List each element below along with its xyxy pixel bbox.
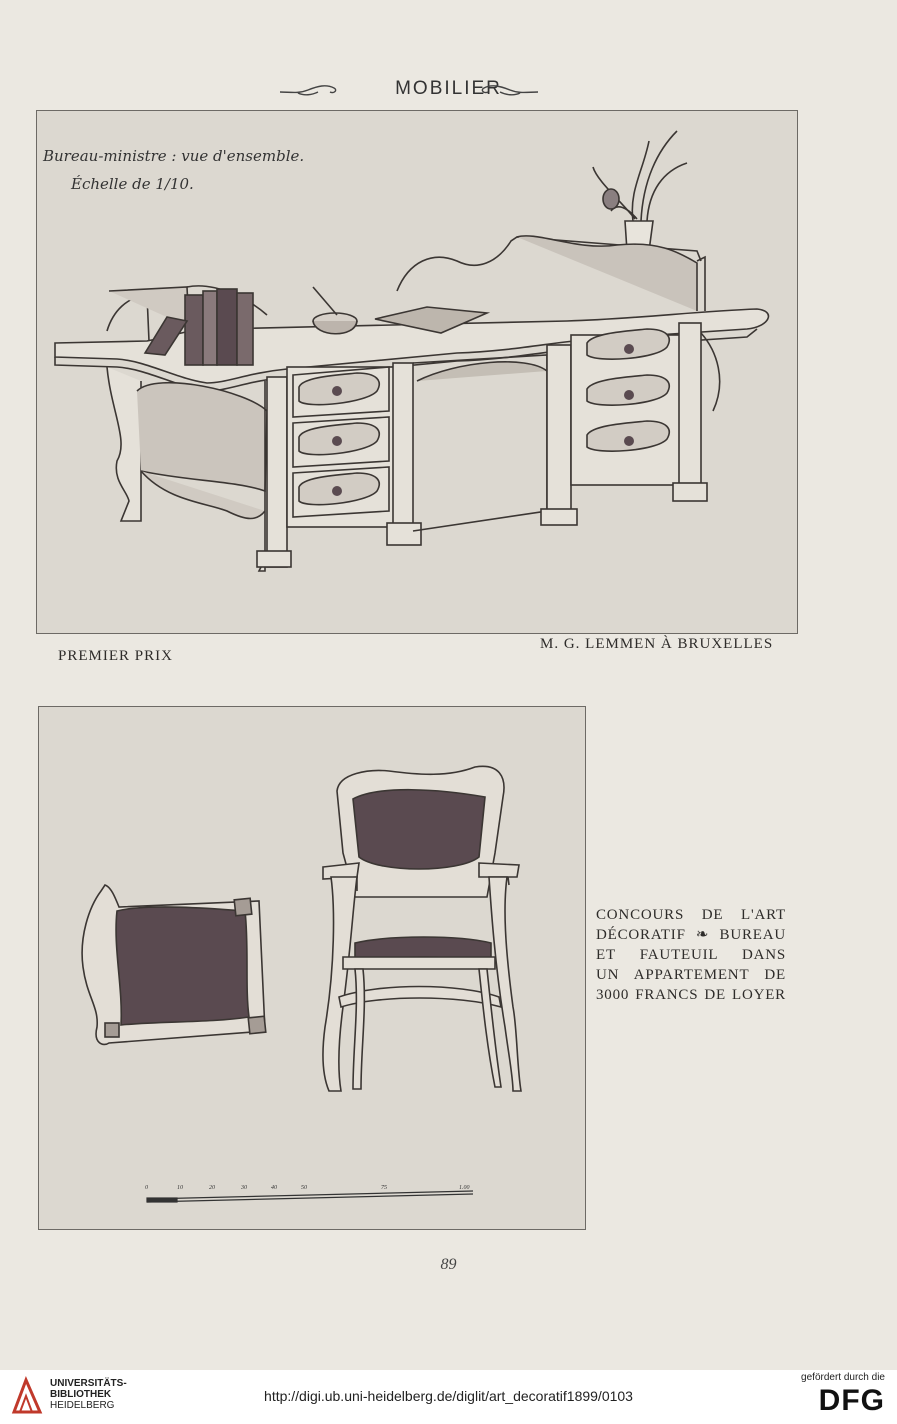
side-caption-line: UN APPARTEMENT DE bbox=[596, 967, 786, 983]
scale-label: 1.00 bbox=[459, 1185, 470, 1191]
right-ornament-icon bbox=[478, 80, 540, 98]
page-number: 89 bbox=[440, 1256, 457, 1273]
footer-bar bbox=[0, 1370, 897, 1424]
header-title: MOBILIER bbox=[395, 78, 502, 99]
side-caption-line: 3000 FRANCS DE LOYER bbox=[596, 987, 786, 1003]
desk-illustration bbox=[37, 111, 797, 633]
caption-left: PREMIER PRIX bbox=[58, 648, 173, 664]
chair-plate bbox=[38, 706, 586, 1230]
scale-label: 40 bbox=[271, 1185, 277, 1191]
running-header bbox=[0, 76, 897, 106]
caption-right: M. G. LEMMEN À BRUXELLES bbox=[540, 636, 774, 652]
side-caption-line: DÉCORATIF ❧ BUREAU bbox=[596, 927, 786, 943]
funding-note: gefördert durch die bbox=[801, 1372, 885, 1383]
side-caption-line: CONCOURS DE L'ART bbox=[596, 907, 786, 923]
library-line: UNIVERSITÄTS- bbox=[50, 1378, 127, 1389]
scale-label: 50 bbox=[301, 1185, 307, 1191]
library-line: BIBLIOTHEK bbox=[50, 1389, 112, 1400]
side-caption-line: ET FAUTEUIL DANS bbox=[596, 947, 786, 963]
scale-label: 10 bbox=[177, 1185, 183, 1191]
scale-bar-labels bbox=[145, 1185, 485, 1197]
scale-label: 75 bbox=[381, 1185, 387, 1191]
source-url-link[interactable]: http://digi.ub.uni-heidelberg.de/diglit/art_decoratif1899/0103 bbox=[264, 1388, 633, 1404]
plate-inscription-title: Bureau-ministre : vue d'ensemble. bbox=[43, 147, 305, 165]
desk-plate bbox=[36, 110, 798, 634]
side-caption bbox=[596, 905, 786, 1005]
scale-label: 20 bbox=[209, 1185, 215, 1191]
chair-illustration bbox=[39, 707, 585, 1229]
library-line: HEIDELBERG bbox=[50, 1400, 115, 1411]
dfg-logo: DFG bbox=[818, 1384, 885, 1417]
scale-label: 0 bbox=[145, 1185, 148, 1191]
scale-label: 30 bbox=[241, 1185, 247, 1191]
plate-inscription-scale: Échelle de 1/10. bbox=[71, 175, 194, 193]
